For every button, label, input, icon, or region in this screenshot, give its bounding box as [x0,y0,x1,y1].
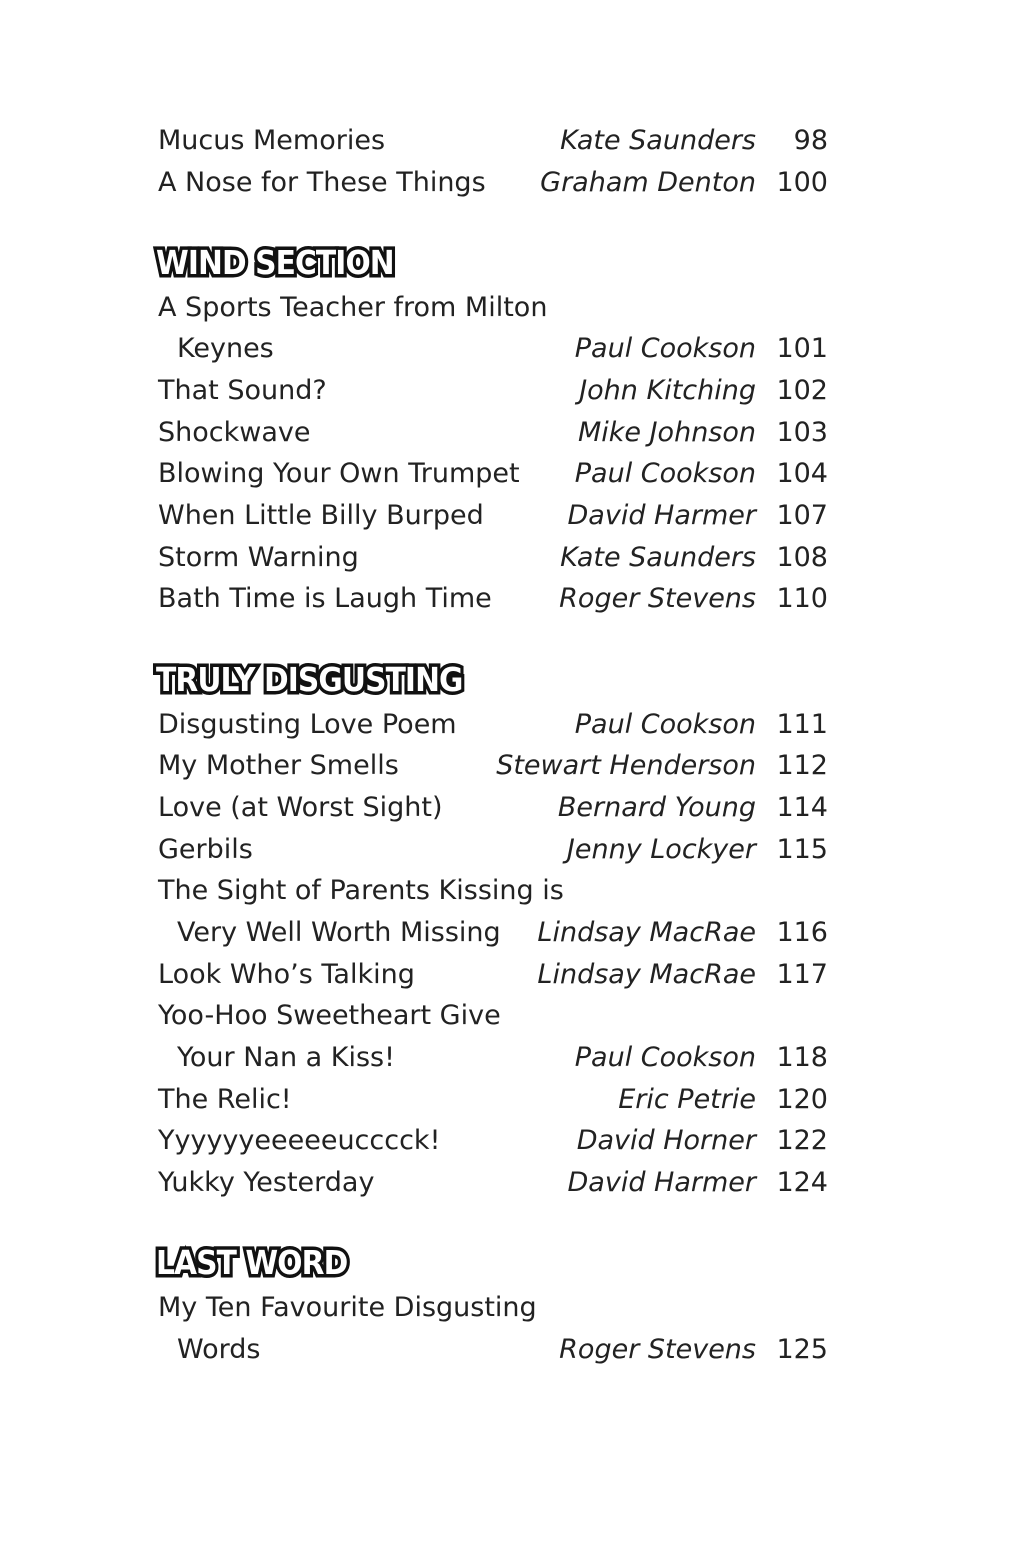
toc-entry [158,829,828,871]
entry-title: Mucus Memories [158,125,386,156]
entry-title: Yyyyyyeeeeeucccck! [158,1125,441,1156]
toc-entry [158,1162,828,1204]
toc-entry [158,954,828,996]
entry-title-continued: Your Nan a Kiss! [177,1042,395,1073]
section-heading-last-word: LAST WORD [156,1243,348,1282]
toc-entry [158,787,828,829]
entry-title: My Mother Smells [158,750,399,781]
entry-page-number: 111 [776,709,828,740]
entry-title-continued: Keynes [177,333,274,364]
entry-page-number: 115 [776,834,828,865]
entry-page-number: 118 [776,1042,828,1073]
toc-entry [158,578,828,620]
entry-title: The Sight of Parents Kissing is [158,875,564,906]
entry-author: Lindsay MacRae [537,917,756,948]
toc-entry-line1 [158,287,828,329]
entry-author: David Horner [576,1125,756,1156]
entry-title: Bath Time is Laugh Time [158,583,492,614]
toc-entry [158,162,828,204]
entry-author: Roger Stevens [559,1334,756,1365]
entry-title: The Relic! [158,1084,292,1115]
entry-title: Disgusting Love Poem [158,709,457,740]
entry-page-number: 125 [776,1334,828,1365]
entry-page-number: 116 [776,917,828,948]
entry-title: A Nose for These Things [158,167,486,198]
entry-author: Paul Cookson [574,458,756,489]
toc-entry [158,1120,828,1162]
entry-title: Look Who’s Talking [158,959,415,990]
entry-author: Bernard Young [557,792,756,823]
entry-author: Jenny Lockyer [566,834,756,865]
entry-author: Paul Cookson [574,709,756,740]
entry-title: Shockwave [158,417,311,448]
toc-entry [158,912,828,954]
entry-page-number: 103 [776,417,828,448]
entry-title: Yoo-Hoo Sweetheart Give [158,1000,501,1031]
entry-title: When Little Billy Burped [158,500,484,531]
toc-entry-line1 [158,870,828,912]
entry-author: David Harmer [567,500,756,531]
toc-entry-line1 [158,1287,828,1329]
entry-title: Storm Warning [158,542,359,573]
entry-title-continued: Very Well Worth Missing [177,917,501,948]
entry-title: My Ten Favourite Disgusting [158,1292,537,1323]
toc-entry [158,453,828,495]
entry-page-number: 98 [793,125,828,156]
toc-entry-line1 [158,995,828,1037]
section-heading-wind: WIND SECTION [156,243,394,282]
entry-page-number: 112 [776,750,828,781]
entry-title: Gerbils [158,834,253,865]
entry-author: Paul Cookson [574,1042,756,1073]
toc-entry [158,1329,828,1371]
toc-entry [158,370,828,412]
toc-entry [158,328,828,370]
entry-title-continued: Words [177,1334,261,1365]
toc-entry [158,745,828,787]
entry-page-number: 124 [776,1167,828,1198]
entry-title: Love (at Worst Sight) [158,792,443,823]
entry-title: Yukky Yesterday [158,1167,375,1198]
entry-page-number: 104 [776,458,828,489]
entry-author: Stewart Henderson [496,750,756,781]
toc-entry [158,120,828,162]
entry-author: Graham Denton [540,167,756,198]
toc-entry [158,495,828,537]
toc-entry [158,537,828,579]
toc-entry [158,1079,828,1121]
entry-author: Kate Saunders [560,125,756,156]
entry-page-number: 102 [776,375,828,406]
entry-author: Paul Cookson [574,333,756,364]
entry-page-number: 100 [776,167,828,198]
toc-entry [158,412,828,454]
entry-title: A Sports Teacher from Milton [158,292,548,323]
entry-page-number: 101 [776,333,828,364]
section-heading-truly-disgusting: TRULY DISGUSTING [156,660,463,699]
entry-page-number: 107 [776,500,828,531]
entry-page-number: 122 [776,1125,828,1156]
entry-author: Eric Petrie [618,1084,756,1115]
toc-entry [158,704,828,746]
entry-title: Blowing Your Own Trumpet [158,458,520,489]
entry-author: John Kitching [579,375,756,406]
entry-page-number: 114 [776,792,828,823]
entry-author: Roger Stevens [559,583,756,614]
toc-entry [158,1037,828,1079]
entry-page-number: 110 [776,583,828,614]
entry-author: David Harmer [567,1167,756,1198]
entry-page-number: 117 [776,959,828,990]
entry-page-number: 108 [776,542,828,573]
entry-page-number: 120 [776,1084,828,1115]
entry-author: Kate Saunders [560,542,756,573]
entry-author: Mike Johnson [577,417,756,448]
entry-title: That Sound? [158,375,327,406]
entry-author: Lindsay MacRae [537,959,756,990]
